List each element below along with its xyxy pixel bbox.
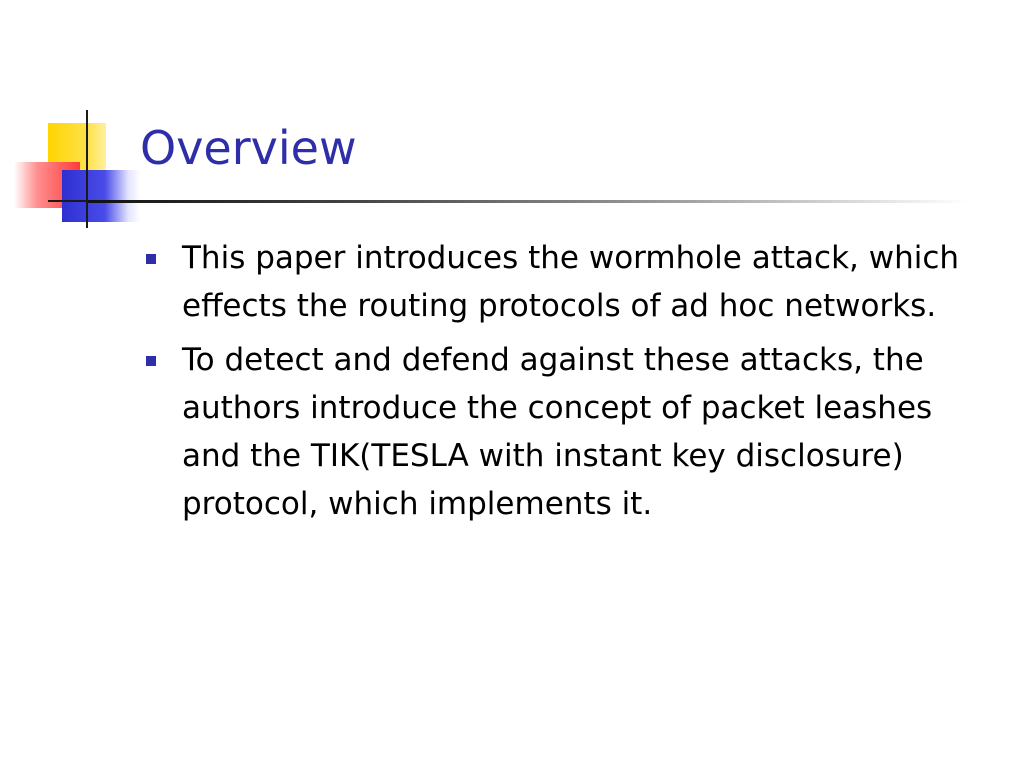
slide-title: Overview [140, 121, 357, 175]
bullet-text: This paper introduces the wormhole attack, which effects the routing protocols of ad hoc networks. [182, 240, 960, 324]
blue-square [62, 170, 140, 222]
square-bullet-icon [146, 356, 156, 366]
bullet-item [144, 336, 984, 528]
bullet-text: To detect and defend against these attacks, the authors introduce the concept of packet leashes and the TIK(TESLA with instant key disclosure) protocol, which implements it. [182, 342, 933, 522]
vertical-line [86, 110, 88, 228]
title-underline [88, 200, 968, 203]
bullet-list [144, 234, 984, 534]
square-bullet-icon [146, 254, 156, 264]
bullet-item [144, 234, 984, 330]
